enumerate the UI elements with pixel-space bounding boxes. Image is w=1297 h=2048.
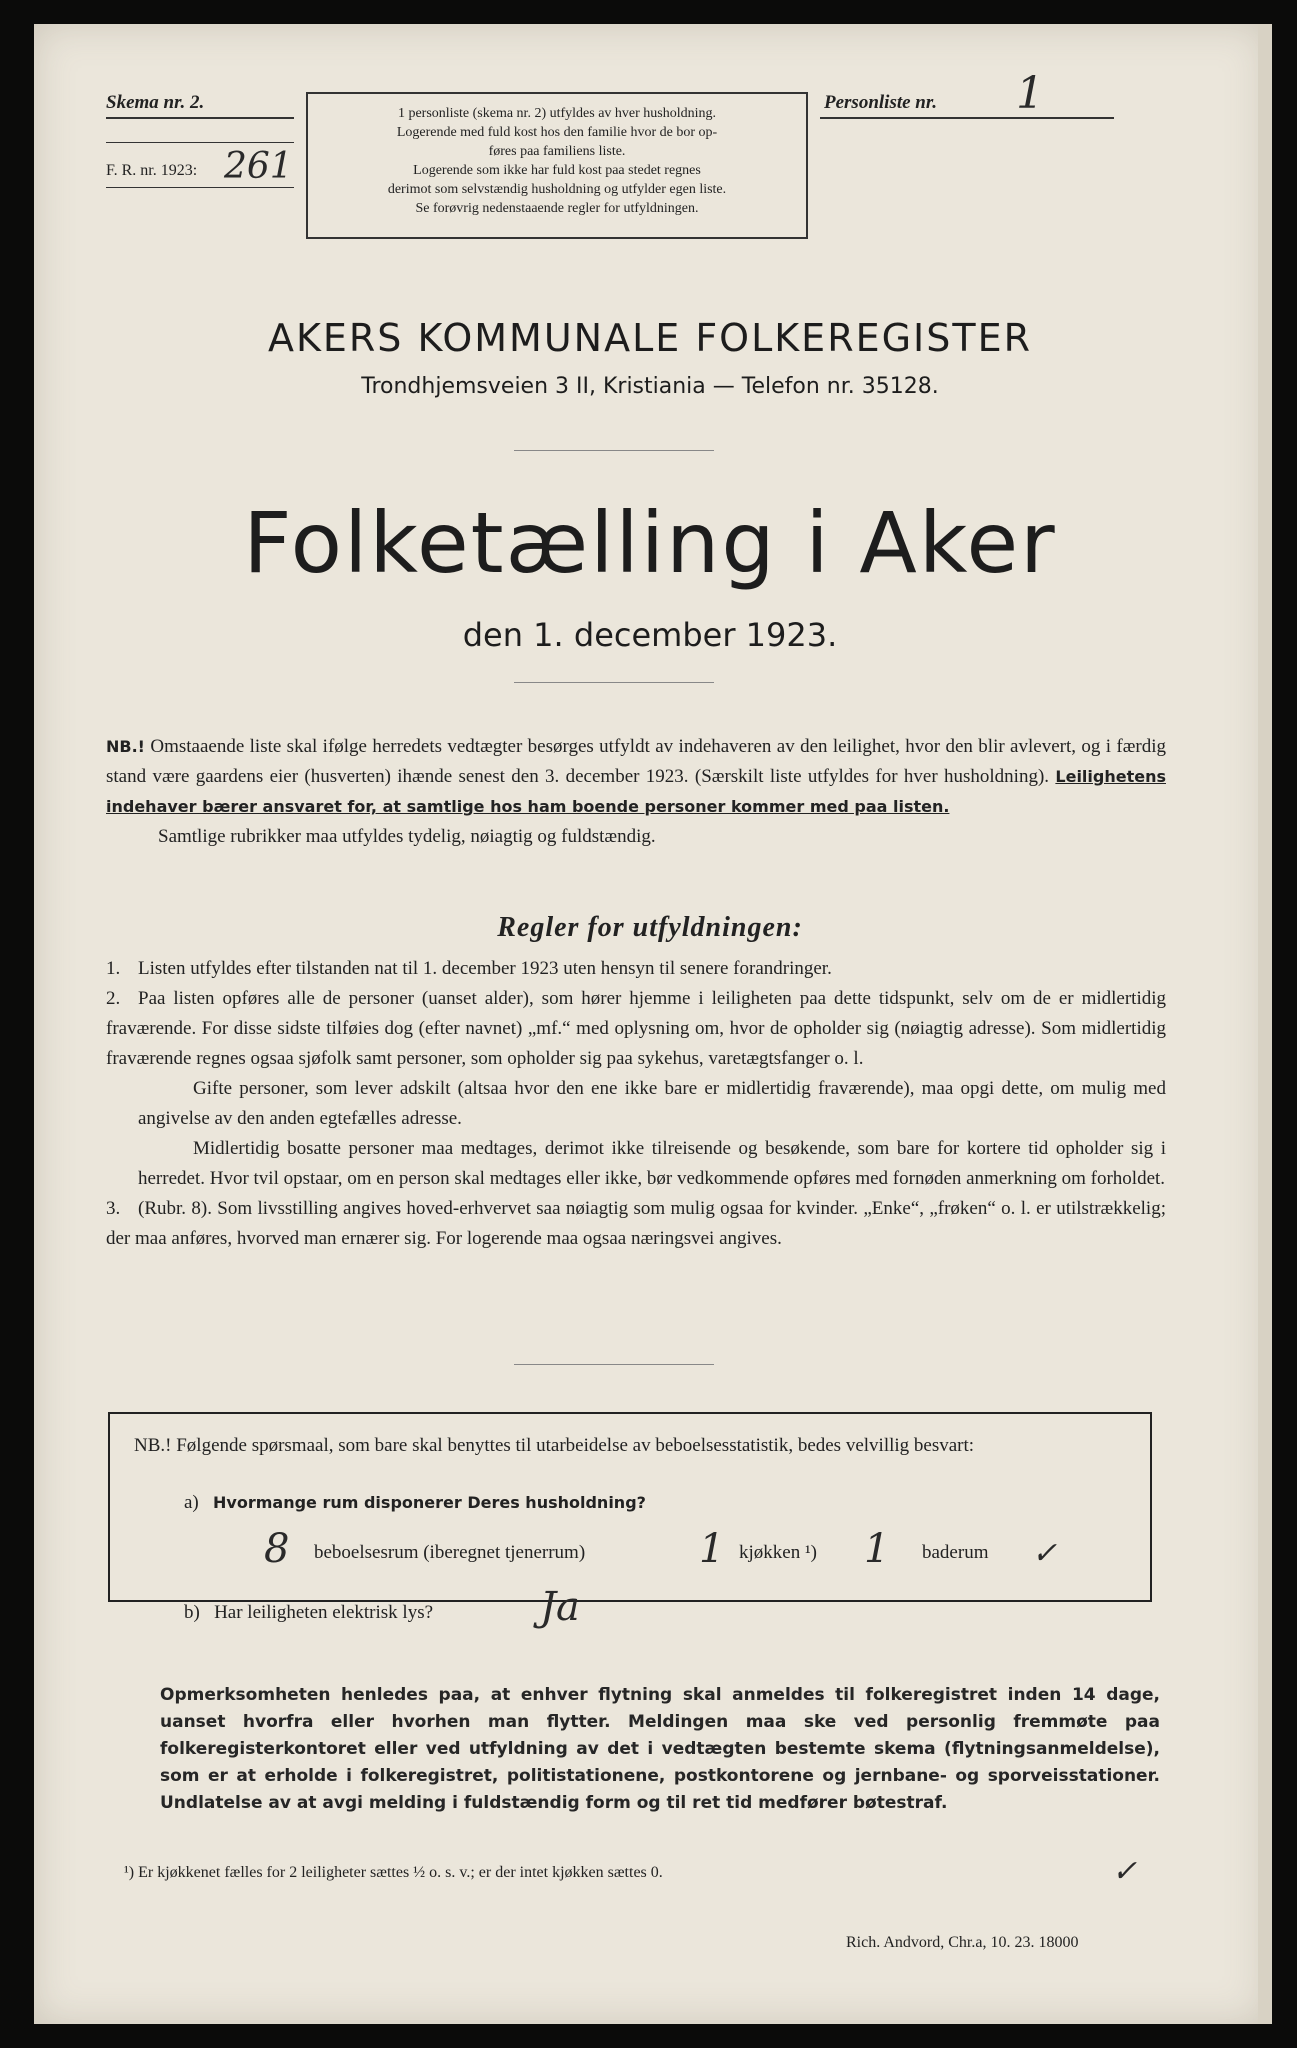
divider-line bbox=[106, 117, 294, 119]
electric-light-answer-handwritten[interactable]: Ja bbox=[540, 1584, 580, 1630]
check-mark-icon: ✓ bbox=[1112, 1854, 1138, 1889]
instruction-line: Logerende som ikke har fuld kost paa stedet regnes bbox=[413, 163, 701, 178]
instruction-line: Logerende med fuld kost hos den familie hvor de bor op- bbox=[396, 125, 718, 140]
rule-text: Paa listen opføres alle de personer (uanset alder), som hører hjemme i leiligheten paa dette tidspunkt, selv om de er midlertidig fraværende. For disse sidste tilføies dog (efter navnet) „mf.“ med oplysning om, hvor de opholder sig (nøiagtig adresse). Som midlertidig fraværende regnes ogsaa sjøfolk samt personer, som opholder sig paa sykehus, varetægtsfanger o. l. bbox=[106, 988, 1166, 1069]
bath-value-handwritten[interactable]: 1 bbox=[864, 1526, 890, 1572]
rule-number: 1. bbox=[106, 958, 121, 979]
instruction-line: føres paa familiens liste. bbox=[488, 144, 626, 159]
question-b-label: b) bbox=[184, 1602, 200, 1623]
footnote: ¹) Er kjøkkenet fælles for 2 leiligheter sættes ½ o. s. v.; er der intet kjøkken sættes 0. bbox=[124, 1864, 663, 1881]
rule-text: Gifte personer, som lever adskilt (altsaa hvor den ene ikke bare er midlertidig fraværende), maa opgi dette, om mulig med angivelse av den anden egtefælles adresse. bbox=[138, 1078, 1166, 1129]
check-mark-icon: ✓ bbox=[1032, 1536, 1058, 1571]
rule-item bbox=[106, 984, 1166, 1074]
rule-item bbox=[106, 954, 1166, 984]
nb-text: Omstaaende liste skal ifølge herredets vedtægter besørges utfyldt av indehaveren av den leilighet, hvor den blir avlevert, og i færdig stand være gaardens eier (husverten) ihænde senest den 3. december 1923. (Særskilt liste utfyldes for hver husholdning). bbox=[106, 736, 1167, 787]
question-b bbox=[184, 1602, 433, 1624]
instruction-line: 1 personliste (skema nr. 2) utfyldes av hver husholdning. bbox=[397, 106, 717, 121]
divider-line bbox=[106, 187, 294, 188]
question-b-text: Har leiligheten elektrisk lys? bbox=[214, 1602, 434, 1623]
divider-line bbox=[514, 682, 714, 683]
census-form-page bbox=[34, 24, 1266, 2024]
skema-label: Skema nr. 2. bbox=[106, 92, 205, 113]
questions-intro-text: Følgende spørsmaal, som bare skal benyttes til utarbeidelse av beboelsesstatistik, bedes velvillig besvart: bbox=[176, 1435, 975, 1456]
instruction-box bbox=[306, 92, 808, 239]
page-title: Folketælling i Aker bbox=[243, 494, 1057, 592]
rooms-value-handwritten[interactable]: 8 bbox=[264, 1526, 290, 1572]
questions-nb-label: NB.! bbox=[134, 1435, 172, 1456]
rules-list bbox=[106, 954, 1166, 1254]
rule-text: (Rubr. 8). Som livsstilling angives hoved-erhvervet saa nøiagtig som mulig ogsaa for kvinder. „Enke“, „frøken“ o. l. er utilstrækkelig; der maa anføres, hvorved man ernærer sig. For logerende maa ogsaa næringsvei angives. bbox=[106, 1198, 1166, 1249]
rule-text: Midlertidig bosatte personer maa medtages, derimot ikke tilreisende og besøkende, som bare for kortere tid opholder sig i herredet. Hvor tvil opstaar, om en person skal medtages eller ikke, bør vedkommende opføres med fornøden anmerkning om forholdet. bbox=[138, 1138, 1166, 1189]
divider-line bbox=[514, 450, 714, 451]
nb-bold-text: Leilighetens indehaver bærer ansvaret for, at samtlige hos ham boende personer kommer med paa listen. bbox=[106, 767, 1166, 816]
rule-number: 3. bbox=[106, 1198, 121, 1219]
rule-number: 2. bbox=[106, 988, 121, 1009]
divider-line bbox=[820, 117, 1114, 119]
rule-item bbox=[106, 1194, 1166, 1254]
fr-number-handwritten: 261 bbox=[224, 146, 293, 187]
nb-notice bbox=[106, 732, 1166, 852]
census-date: den 1. december 1923. bbox=[462, 616, 838, 654]
kitchen-label: kjøkken ¹) bbox=[739, 1542, 817, 1563]
nb-label: NB.! bbox=[106, 737, 145, 756]
kitchen-value-handwritten[interactable]: 1 bbox=[699, 1526, 725, 1572]
instruction-line: derimot som selvstændig husholdning og utfylder egen liste. bbox=[387, 182, 727, 197]
divider-line bbox=[514, 1364, 714, 1365]
rules-heading: Regler for utfyldningen: bbox=[497, 912, 803, 943]
rule-text: Listen utfyldes efter tilstanden nat til 1. december 1923 uten hensyn til senere forandringer. bbox=[138, 958, 832, 979]
question-a-label: a) bbox=[184, 1492, 199, 1513]
office-name: AKERS KOMMUNALE FOLKEREGISTER bbox=[267, 316, 1033, 360]
printer-imprint: Rich. Andvord, Chr.a, 10. 23. 18000 bbox=[846, 1934, 1079, 1951]
divider-line bbox=[106, 142, 294, 143]
personliste-label: Personliste nr. bbox=[824, 92, 937, 113]
personliste-number-handwritten: 1 bbox=[1016, 68, 1044, 119]
rooms-label: beboelsesrum (iberegnet tjenerrum) bbox=[314, 1542, 586, 1563]
questions-intro bbox=[134, 1431, 1144, 1461]
bath-label: baderum bbox=[922, 1542, 989, 1563]
nb-text-2: Samtlige rubrikker maa utfyldes tydelig, nøiagtig og fuldstændig. bbox=[158, 826, 656, 847]
question-a bbox=[184, 1492, 646, 1514]
instruction-line: Se forøvrig nedenstaaende regler for utfyldningen. bbox=[415, 201, 699, 216]
moving-notice: Opmerksomheten henledes paa, at enhver flytning skal anmeldes til folkeregistret inden 14 dage, uanset hvorfra eller hvorhen man flytter. Meldingen maa ske ved personlig fremmøte paa folkeregisterkontoret eller ved utfyldning av det i vedtægten bestemte skema (flytningsanmeldelse), som er at erholde i folkeregistret, politistationene, postkontorene og jernbane- og sporveisstationer. Undlatelse av at avgi melding i fuldstændig form og til ret tid medfører bøtestraf. bbox=[160, 1685, 1160, 1813]
question-a-text: Hvormange rum disponerer Deres husholdning? bbox=[213, 1493, 646, 1512]
office-address: Trondhjemsveien 3 II, Kristiania — Telefon nr. 35128. bbox=[361, 374, 939, 399]
fr-label: F. R. nr. 1923: bbox=[106, 162, 198, 179]
